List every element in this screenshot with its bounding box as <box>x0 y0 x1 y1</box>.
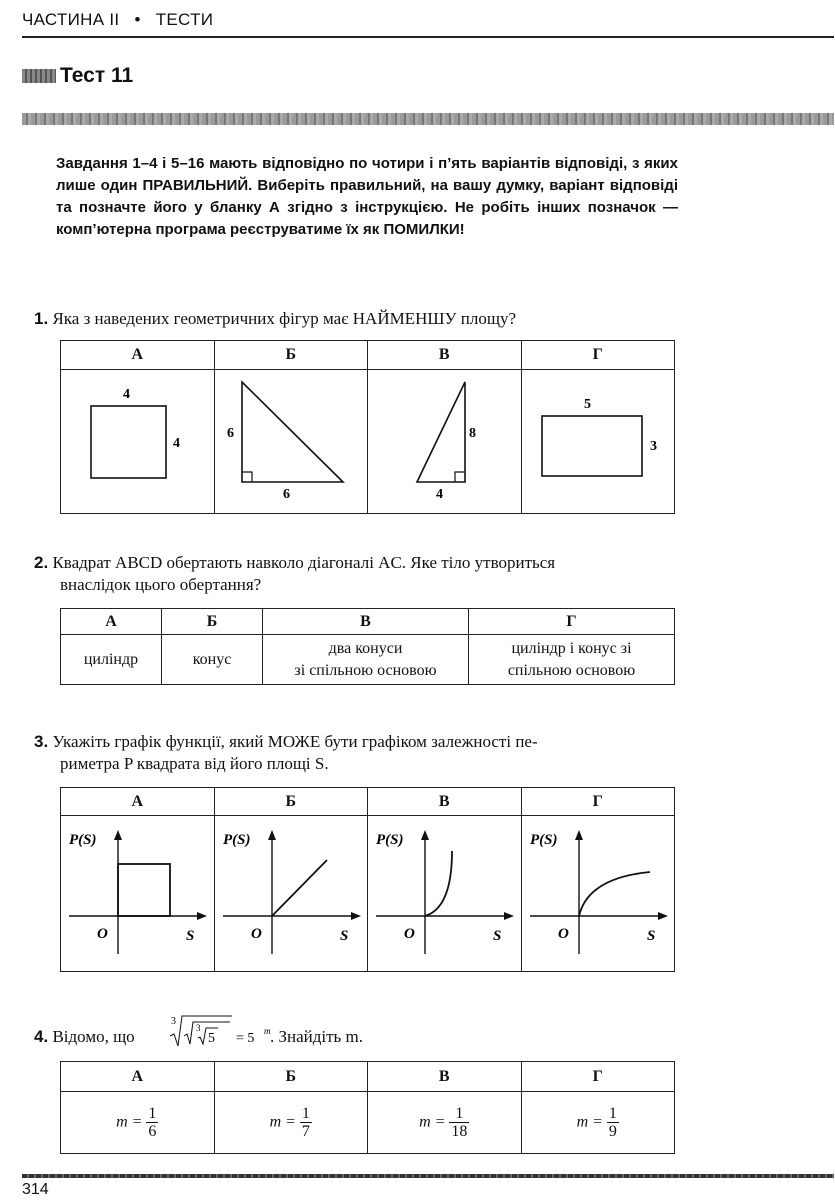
option-a-header: А <box>61 1062 215 1092</box>
expr-exponent: m <box>264 1026 271 1036</box>
x-axis-arrow <box>504 912 514 920</box>
option-b-graph[interactable] <box>214 816 368 972</box>
option-b-header: Б <box>214 1062 368 1092</box>
option-d-header: Г <box>521 1062 675 1092</box>
running-head <box>22 10 213 30</box>
option-b-header: Б <box>162 609 263 635</box>
question-3-text-line1: Укажіть графік функції, який МОЖЕ бути графіком залежності пе- <box>52 732 538 751</box>
question-2 <box>34 552 555 574</box>
y-axis-label: P(S) <box>69 832 97 848</box>
option-a-answer[interactable] <box>61 1092 215 1154</box>
option-c-answer[interactable] <box>368 1092 522 1154</box>
option-a-header: А <box>61 341 215 370</box>
origin-label: O <box>97 926 109 942</box>
x-axis-arrow <box>658 912 668 920</box>
question-1-number: 1. <box>34 309 49 328</box>
right-triangle-6-6-figure <box>215 370 367 508</box>
graph-square-outline <box>61 816 213 966</box>
triangle-c-bottom-label: 4 <box>436 487 444 502</box>
question-4-options-table <box>60 1061 675 1154</box>
option-d-lhs: m = <box>576 1113 603 1131</box>
y-axis-arrow <box>575 830 583 840</box>
square-figure <box>61 370 213 508</box>
option-a-header: А <box>61 609 162 635</box>
triangle-b-bottom-label: 6 <box>282 487 290 502</box>
question-4-number: 4. <box>34 1027 49 1046</box>
page-number: 314 <box>22 1181 49 1198</box>
question-3 <box>34 731 538 753</box>
rectangle-figure <box>522 370 674 508</box>
question-3-number: 3. <box>34 732 49 751</box>
option-b-denominator: 7 <box>301 1123 310 1140</box>
instructions: Завдання 1–4 і 5–16 мають відповідно по чотири і п’ять варіантів відповіді, з яких лише один ПРАВИЛЬНИЙ. Виберіть правильний, на вашу думку, варіант відповіді та позначте його у бланку А згідно з інструкцією. Не робіть інших позначок — комп’ютерна програма реєструватиме їх як ПОМИЛКИ! <box>56 155 678 238</box>
question-2-text-line1: Квадрат ABCD обертають навколо діагоналі AC. Яке тіло утвориться <box>52 553 556 572</box>
option-a-figure[interactable] <box>61 370 215 514</box>
option-a-header: А <box>61 788 215 816</box>
option-a-graph[interactable] <box>61 816 215 972</box>
question-2-text-line2: внаслідок цього обертання? <box>60 575 262 594</box>
option-d-answer-line1: циліндр і конус зі <box>511 639 632 657</box>
title-marker <box>22 69 56 83</box>
option-d-answer-line2: спільною основою <box>507 661 636 679</box>
option-c-answer-line2: зі спільною основою <box>294 661 437 679</box>
origin-label: O <box>557 926 569 942</box>
option-c-graph[interactable] <box>368 816 522 972</box>
x-axis-label: S <box>493 928 502 944</box>
expr-equals: = 5 <box>236 1031 255 1046</box>
option-d-answer[interactable] <box>521 1092 675 1154</box>
question-4-text-before: Відомо, що <box>52 1027 135 1046</box>
option-b-lhs: m = <box>269 1113 296 1131</box>
outer-root-index: 3 <box>171 1016 176 1027</box>
graph-concave-curve <box>522 816 674 966</box>
origin-label: O <box>404 926 416 942</box>
footer-rule <box>22 1174 834 1178</box>
graph-linear <box>215 816 367 966</box>
running-head-separator: • <box>134 10 141 29</box>
y-axis-arrow <box>114 830 122 840</box>
x-axis-label: S <box>186 928 195 944</box>
question-4-text-after: . Знайдіть m. <box>270 1027 364 1046</box>
option-b-fraction <box>300 1105 312 1140</box>
running-head-section: ТЕСТИ <box>155 10 214 29</box>
triangle-c-side-label: 8 <box>469 426 477 441</box>
square-side-label: 4 <box>173 436 181 451</box>
x-axis-label: S <box>339 928 349 944</box>
question-1-options-table <box>60 340 675 514</box>
option-c-header: В <box>368 1062 522 1092</box>
question-1-text: Яка з наведених геометричних фігур має НАЙМЕНШУ площу? <box>52 309 517 328</box>
option-c-header: В <box>368 788 522 816</box>
question-2-options-table <box>60 608 675 685</box>
option-c-numerator: 1 <box>449 1105 469 1123</box>
option-a-denominator: 6 <box>148 1123 157 1140</box>
option-c-figure[interactable] <box>368 370 522 514</box>
question-4-expression <box>166 1010 276 1050</box>
origin-label: O <box>250 926 262 942</box>
option-a-answer[interactable]: циліндр <box>61 635 162 685</box>
question-1 <box>34 308 516 330</box>
option-b-answer[interactable]: конус <box>162 635 263 685</box>
option-c-denominator: 18 <box>451 1123 468 1140</box>
option-d-denominator: 9 <box>608 1123 617 1140</box>
x-axis-arrow <box>351 912 361 920</box>
question-3-options-table <box>60 787 675 972</box>
header-rule <box>22 36 834 38</box>
x-axis-label: S <box>646 928 656 944</box>
rectangle-side-label: 3 <box>649 439 657 454</box>
option-d-numerator: 1 <box>608 1105 617 1122</box>
question-4 <box>34 1026 135 1048</box>
y-axis-label: P(S) <box>222 832 251 848</box>
y-axis-arrow <box>421 830 429 840</box>
rectangle-top-label: 5 <box>583 397 591 412</box>
option-d-fraction <box>607 1105 619 1140</box>
option-d-figure[interactable] <box>521 370 675 514</box>
title-band <box>22 113 834 125</box>
option-b-figure[interactable] <box>214 370 368 514</box>
option-c-header: В <box>368 341 522 370</box>
radicand: 5 <box>208 1031 215 1046</box>
y-axis-label: P(S) <box>529 832 558 848</box>
square-top-label: 4 <box>123 387 131 402</box>
y-axis-label: P(S) <box>376 832 404 848</box>
x-axis-arrow <box>197 912 207 920</box>
option-c-lhs: m = <box>419 1113 446 1131</box>
option-b-header: Б <box>214 341 368 370</box>
option-a-numerator: 1 <box>148 1105 157 1122</box>
option-d-graph[interactable] <box>521 816 675 972</box>
option-c-answer[interactable] <box>263 635 469 685</box>
option-c-answer-line1: два конуси <box>328 639 403 657</box>
option-d-header: Г <box>521 341 675 370</box>
option-c-header: В <box>263 609 469 635</box>
y-axis-arrow <box>268 830 276 840</box>
option-b-numerator: 1 <box>301 1105 310 1122</box>
option-d-header: Г <box>521 788 675 816</box>
graph-convex-curve <box>368 816 520 966</box>
question-2-number: 2. <box>34 553 49 572</box>
test-title: Тест 11 <box>60 64 134 87</box>
option-d-answer[interactable] <box>469 635 675 685</box>
running-head-part: ЧАСТИНА II <box>22 10 120 29</box>
inner-root-index: 3 <box>196 1023 201 1033</box>
triangle-b-side-label: 6 <box>226 426 234 441</box>
option-a-fraction <box>146 1105 158 1140</box>
option-c-fraction <box>449 1105 469 1140</box>
question-3-text-line2: риметра P квадрата від його площі S. <box>60 754 329 773</box>
option-d-header: Г <box>469 609 675 635</box>
option-b-answer[interactable] <box>214 1092 368 1154</box>
option-b-header: Б <box>214 788 368 816</box>
option-a-lhs: m = <box>116 1113 143 1131</box>
right-triangle-8-4-figure <box>368 370 520 508</box>
